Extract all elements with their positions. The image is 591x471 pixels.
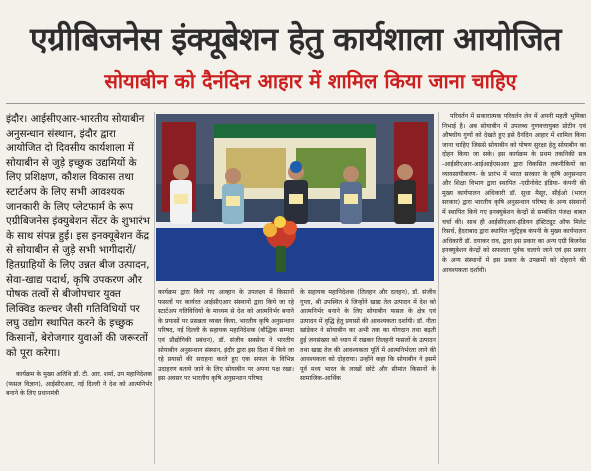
middle-column-2-text: के सहायक महानिदेशक (तिलहन और दलहन), डॉ. संजीव गुप्ता, श्री उपस्थित थे जिन्होंने खाद्य तेल उत्पादन में देश को आत्मनिर्भर बनाने के लिए सोयाबीन फसल के क्षेत्र एवं उत्पादन में वृद्धि हेतु प्रयासों की आवश्यकता दर्शायी। डॉ. नीता खांडेकर ने सोयाबीन का अभी तक का योगदान तथा बढ़ती हुई जनसंख्या को ध्यान में रखकर तिलहनी फसलों के उत्पादन तथा खाद्य तेल की आवश्यकता पूर्ति में आत्मनिर्भरता लाने की आवश्यकता को दोहराया। उन्होंने कहा कि सोयाबीन ने इसमें पूर्व मध्य भारत के लाखों छोटे और सीमांत किसानों के सामाजिक-आर्थिक	[300, 289, 436, 383]
headline: एग्रीबिजनेस इंक्यूबेशन हेतु कार्यशाला आयोजित	[30, 20, 561, 58]
right-column	[442, 112, 586, 464]
right-column-text: परिवर्तन में सकारात्मक परिवर्तन लेन में अपनी महती भूमिका निभाई है। अब सोयाबीन में उपलब्ध गुणवत्तायुक्त प्रोटीन एवं औषधीय गुणों को देखते हुए इसे दैनंदिन आहार में शामिल किया जाना चाहिए जिससे सोयाबीन को पोषण सुरक्षा हेतु सोयाबीन का दोहन किया जा सके। इस कार्यक्रम के प्रथम तकनिकी सत्र -आईसीएआर-आईआईएसआर द्वारा विकसित तकनीकियों का व्यावसायीकरण- के प्रारंभ में भारत सरकार के कृषि अनुसन्धान और शिक्षा विभाग द्वारा स्थापित -एग्रीनोवेट इंडिया- कंपनी की मुख्य कार्यपालन अधिकारी डॉ. सुधा मैसूर, सीईओ (भारत सरकार) द्वारा भारतीय कृषि अनुसन्धान परिषद के अन्य संस्थानों में स्थापित किये गए इनक्युबेशन केन्द्रों से सम्बंधित पंजक्ष बाबत चर्चा की। साथ ही आईसीएआर-इंडियन इंस्टिट्यूट ऑफ मिलेट रिसर्च, हैदराबाद द्वारा स्थापित न्युट्रिहब कंपनी के मुख्य कार्यपालन अधिकारी डॉ. दयाकर राव, द्वारा इस प्रकार का अन्य एग्री बिजनेस इनक्युबेशन केन्द्रों को सफलता पूर्वक चलाये जाने एवं इस प्रकार के अन्य संस्थानों में इस प्रकार के उपक्रमों को दोहराने की आवश्यकता दर्शायी।	[442, 113, 586, 274]
intro-paragraph: इंदौर। आईसीएआर-भारतीय सोयाबीन अनुसन्धान संस्थान, इंदौर द्वारा आयोजित दो दिवसीय कार्यशाला में सोयाबीन से जुड़े इच्छुक उद्यमियों के लिए प्रशिक्षण, कौशल विकास तथा स्टार्टअप के लिए सभी आवश्यक जानकारी के लिए प्लेटफार्म के रूप एग्रीबिजनेस इंक्युबेशन सेंटर के शुभारंभ के साथ संपन्न हुई। इस इनक्यूबेशन केंद्र से सोयाबीन से जुड़े सभी भागीदारों/हितग्राहियों के लिए उन्नत बीज उत्पादन, सेवा-खाद्य पदार्थ, कृषि उपकरण और पोषक तत्वों से बीजोपचार युक्त लिक्विड कल्चर जैसी गतिविधियों पर लघु उद्योग स्थापित करने के इच्छुक किसानों, बेरोजगार युवाओं की जरूरतों को पूरा करेगा।	[6, 113, 150, 359]
middle-column-2	[300, 288, 436, 464]
subheadline: सोयाबीन को दैनंदिन आहार में शामिल किया जाना चाहिए	[104, 69, 517, 93]
middle-column-1-text: कार्यक्रम द्वारा किये गए आव्हान के उपलक्ष्य में किसानों फसलों पर कार्यरत आईसीएआर संस्थानों द्वारा किये जा रहे स्टार्टअप गतिविधियों के माध्यम से देश को आत्मनिर्भर बनाने के प्रयासों पर प्रसन्नता व्यक्त किया, भारतीय कृषि अनुसन्धान परिषद, नई दिल्ली के सहायक महानिदेशक (बौद्धिक सम्पदा एवं प्रौद्योगिकी प्रबंधन), डॉ. संजीव सक्सेना ने भारतीय सोयाबीन अनुसन्धान संस्थान, इंदौर द्वारा इस दिशा में किये जा रहे प्रयासों की सराहना करते हुए एक सफल के विभिन्न उदाहरण बताये जाने के लिए सोयाबीन पर अपना पक्ष रखा। इस अवसर पर भारतीय कृषि अनुसन्धान परिषद	[158, 289, 294, 383]
column-divider-right	[438, 112, 439, 464]
left-column	[6, 112, 152, 462]
column-divider-left	[154, 112, 155, 464]
event-photo-illustration	[156, 114, 434, 281]
middle-column-1	[158, 288, 294, 464]
event-photo	[156, 114, 434, 281]
left-column-body: कार्यक्रम के मुख्य अतिथि डॉ. टी. आर. शर्मा, उप महानिदेशक (फसल विज्ञान), आईसीएआर, नई दिल्ली ने देश को आत्मनिर्भर बनाने के लिए प्रधानमंत्री	[6, 371, 152, 398]
headline-divider	[6, 103, 585, 104]
